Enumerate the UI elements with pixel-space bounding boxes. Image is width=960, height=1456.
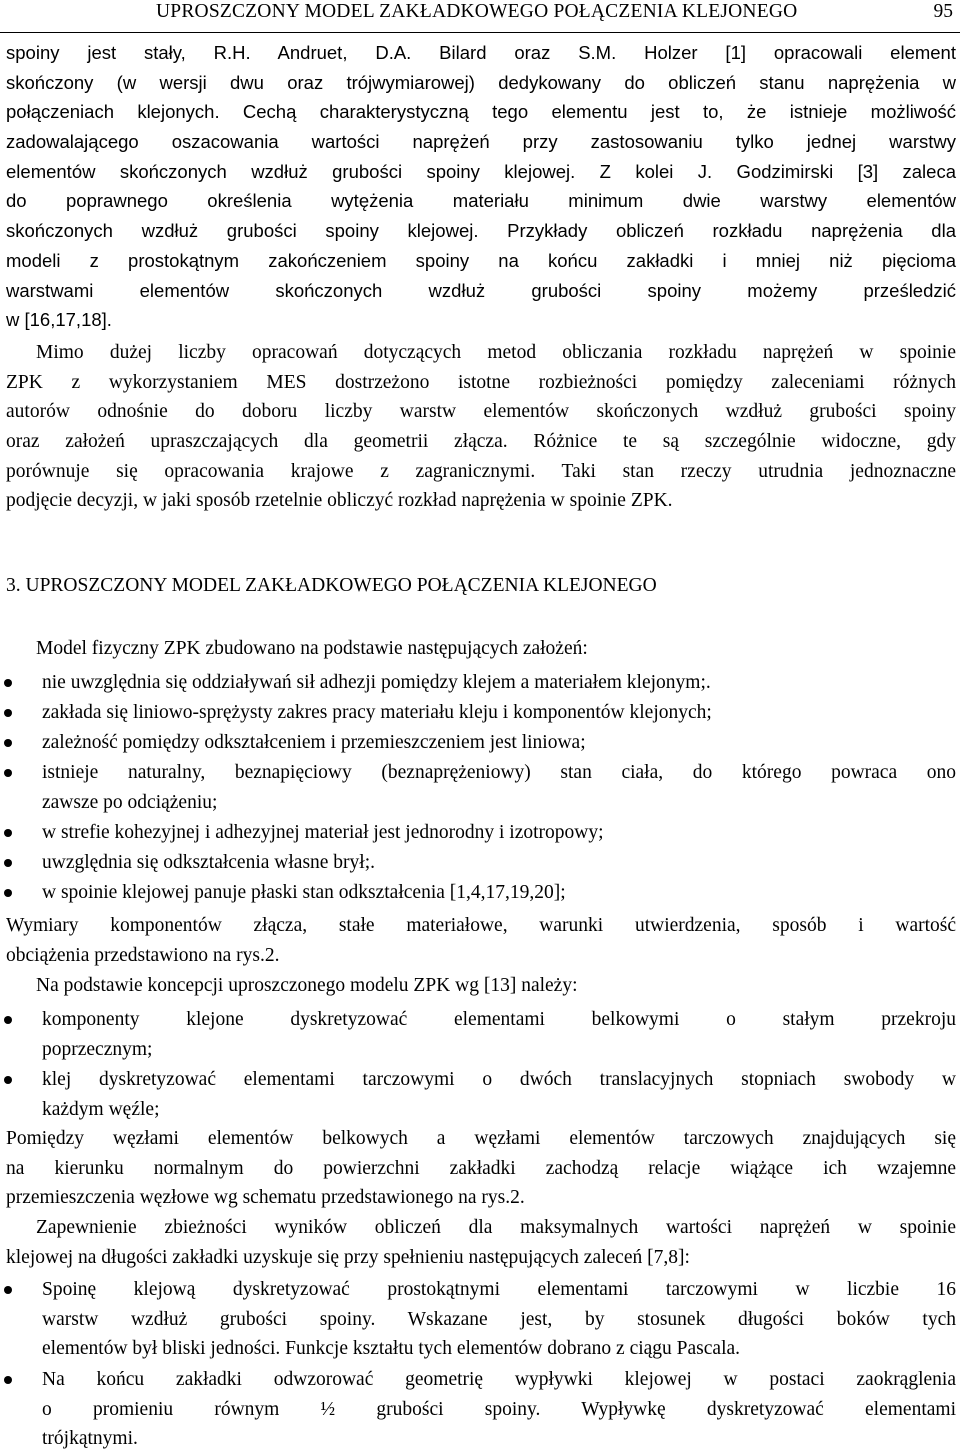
bullet-icon bbox=[4, 1016, 12, 1024]
text-line: elementów był bliski jedności. Funkcje kształtu tych elementów dobrano z ciągu Pascala. bbox=[42, 1338, 741, 1360]
text-line: połączeniach klejonych. Cechą charakterystyczną tego elementu jest to, że istnieje możliwość bbox=[6, 101, 956, 123]
bullet-icon bbox=[4, 679, 12, 687]
text-line: w [16,17,18]. bbox=[6, 309, 112, 331]
text-line: na kierunku normalnym do powierzchni zakładki zachodzą relacje wiążące ich wzajemne bbox=[6, 1157, 956, 1179]
text-line: zależność pomiędzy odkształceniem i przemieszczeniem jest liniowa; bbox=[42, 732, 586, 753]
paragraph-6 bbox=[6, 1124, 956, 1213]
text-line: porównuje się opracowania krajowe z zagranicznymi. Taki stan rzeczy utrudnia jednoznaczne bbox=[6, 460, 956, 482]
text-line: klej dyskretyzować elementami tarczowymi o dwóch translacyjnych stopniach swobody w bbox=[42, 1069, 956, 1090]
text-line: w strefie kohezyjnej i adhezyjnej materiał jest jednorodny i izotropowy; bbox=[42, 822, 604, 843]
text-line: zawsze po odciążeniu; bbox=[42, 791, 218, 813]
bullet-icon bbox=[4, 829, 12, 837]
text-line: zakłada się liniowo-sprężysty zakres pracy materiału kleju i komponentów klejonych; bbox=[42, 702, 712, 723]
text-line: Na końcu zakładki odwzorować geometrię wypływki klejowej w postaci zaokrąglenia bbox=[42, 1369, 956, 1390]
bullet-icon bbox=[4, 709, 12, 717]
text-line: komponenty klejone dyskretyzować elementami belkowymi o stałym przekroju bbox=[42, 1009, 956, 1030]
text-line: zadowalającego oszacowania wartości naprężeń przy zastosowaniu tylko jednej warstwy bbox=[6, 131, 956, 153]
section-heading: 3. UPROSZCZONY MODEL ZAKŁADKOWEGO POŁĄCZENIA KLEJONEGO bbox=[6, 575, 657, 596]
bullet-icon bbox=[4, 889, 12, 897]
text-line: warstw wzdłuż grubości spoiny. Wskazane jest, by stosunek długości boków tych bbox=[42, 1308, 956, 1330]
text-line: przemieszczenia węzłowe wg schematu przedstawionego na rys.2. bbox=[6, 1187, 525, 1209]
text-line: elementów skończonych wzdłuż grubości spoiny klejowej. Z kolei J. Godzimirski [3] zaleca bbox=[6, 160, 956, 182]
text-line: ZPK z wykorzystaniem MES dostrzeżono istotne rozbieżności pomiędzy zaleceniami różnych bbox=[6, 371, 956, 393]
text-line: warstwami elementów skończonych wzdłuż grubości spoiny możemy prześledzić bbox=[6, 279, 956, 301]
text-line: skończony (w wersji dwu oraz trójwymiarowej) dedykowany do obliczeń stanu naprężenia w bbox=[6, 71, 956, 93]
text-line: podjęcie decyzji, w jaki sposób rzetelnie obliczyć rozkład naprężenia w spoinie ZPK. bbox=[6, 490, 673, 512]
text-line: trójkątnymi. bbox=[42, 1428, 138, 1450]
running-header-title: UPROSZCZONY MODEL ZAKŁADKOWEGO POŁĄCZENIA KLEJONEGO bbox=[156, 1, 798, 22]
paragraph-1 bbox=[6, 38, 956, 335]
page-number: 95 bbox=[933, 1, 953, 22]
text-line: skończonych wzdłuż grubości spoiny klejowej. Przykłady obliczeń rozkładu naprężenia dla bbox=[6, 220, 956, 242]
text-line: spoiny jest stały, R.H. Andruet, D.A. Bilard oraz S.M. Holzer [1] opracowali element bbox=[6, 42, 956, 63]
paragraph-4 bbox=[6, 911, 956, 970]
text-line: modeli z prostokątnym zakończeniem spoiny na końcu zakładki i mniej niż pięcioma bbox=[6, 249, 956, 271]
paragraph-5 bbox=[6, 971, 956, 1001]
bullet-icon bbox=[4, 1076, 12, 1084]
running-header bbox=[0, 0, 960, 33]
text-line: poprzecznym; bbox=[42, 1038, 153, 1060]
bullet-icon bbox=[4, 739, 12, 747]
paragraph-7 bbox=[6, 1213, 956, 1272]
text-line: o promieniu równym ½ grubości spoiny. Wypływkę dyskretyzować elementami bbox=[42, 1398, 956, 1420]
paragraph-3 bbox=[6, 634, 956, 664]
text-line: Model fizyczny ZPK zbudowano na podstawie następujących założeń: bbox=[36, 638, 588, 659]
text-line: Wymiary komponentów złącza, stałe materiałowe, warunki utwierdzenia, sposób i wartość bbox=[6, 915, 956, 936]
bullet-icon bbox=[4, 1376, 12, 1384]
text-line: Mimo dużej liczby opracowań dotyczących metod obliczania rozkładu naprężeń w spoinie bbox=[36, 342, 956, 363]
text-line: uwzględnia się odkształcenia własne brył;. bbox=[42, 852, 376, 873]
text-line: istnieje naturalny, beznapięciowy (beznaprężeniowy) stan ciała, do którego powraca ono bbox=[42, 762, 956, 783]
text-line: każdym węźle; bbox=[42, 1098, 160, 1120]
paragraph-2 bbox=[6, 338, 956, 516]
text-line: obciążenia przedstawiono na rys.2. bbox=[6, 944, 280, 966]
bullet-icon bbox=[4, 859, 12, 867]
text-line: Pomiędzy węzłami elementów belkowych a węzłami elementów tarczowych znajdujących się bbox=[6, 1128, 956, 1149]
text-line: Spoinę klejową dyskretyzować prostokątnymi elementami tarczowymi w liczbie 16 bbox=[42, 1279, 956, 1300]
text-line: w spoinie klejowej panuje płaski stan odkształcenia [1,4,17,19,20]; bbox=[42, 882, 566, 903]
text-line: klejowej na długości zakładki uzyskuje się przy spełnieniu następujących zaleceń [7,8]: bbox=[6, 1246, 690, 1268]
text-line: Na podstawie koncepcji uproszczonego modelu ZPK wg [13] należy: bbox=[36, 975, 578, 996]
text-line: nie uwzględnia się oddziaływań sił adhezji pomiędzy klejem a materiałem klejonym;. bbox=[42, 672, 711, 693]
text-line: oraz założeń upraszczających dla geometrii złącza. Różnice te są szczególnie widoczne, gdy bbox=[6, 431, 956, 453]
text-line: do poprawnego określenia wytężenia materiału minimum dwie warstwy elementów bbox=[6, 190, 956, 212]
text-line: Zapewnienie zbieżności wyników obliczeń dla maksymalnych wartości naprężeń w spoinie bbox=[36, 1217, 956, 1238]
bullet-icon bbox=[4, 1286, 12, 1294]
text-line: autorów odnośnie do doboru liczby warstw elementów skończonych wzdłuż grubości spoiny bbox=[6, 401, 956, 423]
bullet-icon bbox=[4, 769, 12, 777]
